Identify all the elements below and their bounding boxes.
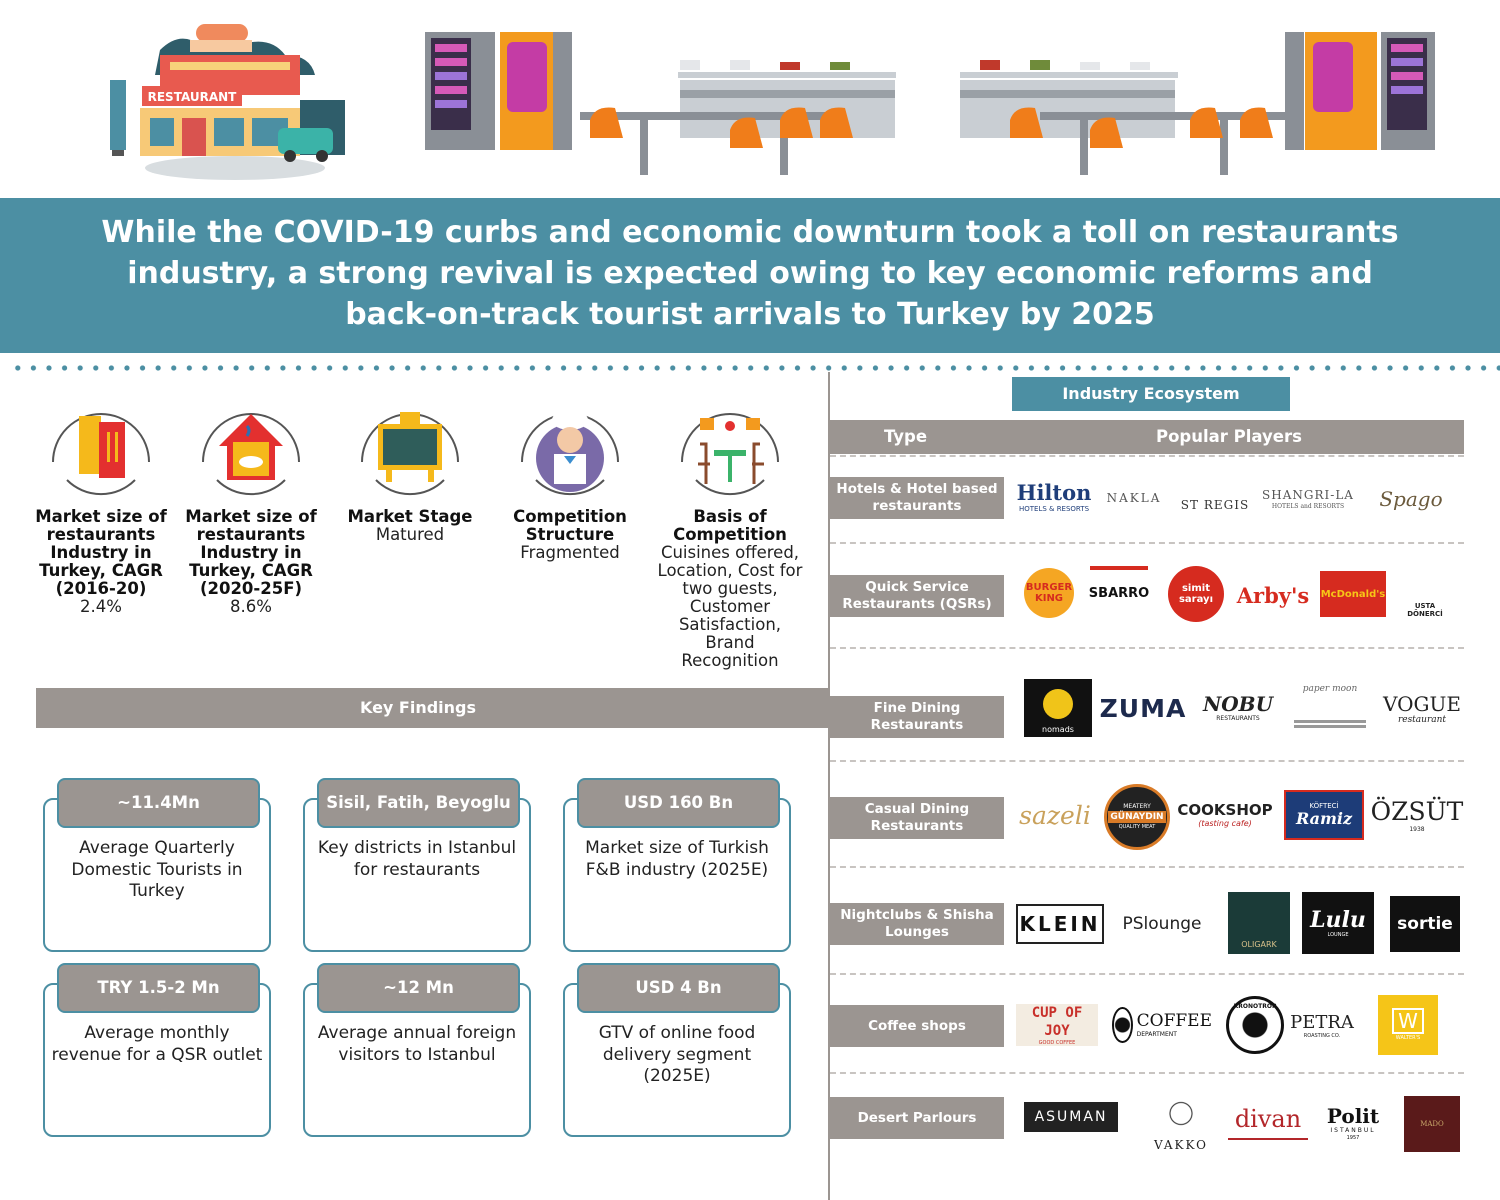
metric-value: Cuisines offered, Location, Cost for two guests, Customer Satisfaction, Brand Recognition — [657, 543, 803, 670]
walters-logo: W WALTER'S — [1378, 995, 1438, 1055]
column-popular-players: Popular Players — [1156, 427, 1302, 446]
metric-value: 8.6% — [230, 597, 272, 616]
vakko-logo: VAKKO — [1144, 1096, 1218, 1152]
asuman-logo: ASUMAN — [1024, 1102, 1118, 1132]
finding-description: Average annual foreign visitors to Istanbul — [317, 1023, 517, 1065]
ecosystem-title: Industry Ecosystem — [1012, 377, 1290, 411]
finding-description: Market size of Turkish F&B industry (2025E) — [585, 838, 769, 880]
metric-title: Market size of restaurants Industry in Turkey, CAGR (2020-25F) — [185, 507, 317, 598]
headline-line-3: back-on-track tourist arrivals to Turkey by 2025 — [345, 297, 1155, 332]
metric-basis-of-competition — [655, 400, 805, 670]
headline-line-2: industry, a strong revival is expected owing to key economic reforms and — [127, 256, 1373, 291]
st-regis-logo: ST REGIS — [1180, 498, 1250, 512]
ecosystem-table-header — [830, 420, 1464, 454]
type-nightclubs: Nightclubs & Shisha Lounges — [830, 903, 1004, 945]
dining-table-icon — [676, 400, 784, 498]
finding-card — [303, 793, 531, 952]
house-cup-icon — [197, 400, 305, 498]
finding-headline: USD 4 Bn — [577, 963, 780, 1013]
nomads-logo: nomads — [1024, 679, 1092, 737]
menu-icon — [47, 400, 155, 498]
finding-description: Average monthly revenue for a QSR outlet — [51, 1023, 263, 1065]
row-separator — [830, 973, 1464, 975]
board-icon — [356, 400, 464, 498]
coffee-department-logo: COFFEE DEPARTMENT — [1112, 1000, 1212, 1050]
finding-description: GTV of online food delivery segment (2025E) — [598, 1023, 756, 1086]
row-separator — [830, 647, 1464, 649]
type-fine-dining: Fine Dining Restaurants — [830, 696, 1004, 738]
dotted-divider — [10, 364, 1500, 372]
metric-competition-structure — [495, 400, 645, 562]
simit-sarayi-logo: simit sarayı — [1168, 566, 1224, 622]
finding-description: Key districts in Istanbul for restaurants — [317, 838, 517, 880]
metric-value: 2.4% — [80, 597, 122, 616]
finding-headline: TRY 1.5-2 Mn — [57, 963, 260, 1013]
row-separator — [830, 542, 1464, 544]
metric-title: Basis of Competition — [673, 507, 787, 544]
klein-logo: KLEIN — [1016, 904, 1104, 944]
key-findings-title: Key Findings — [359, 698, 477, 717]
gunaydin-logo: MEATERY GÜNAYDIN QUALITY MEAT — [1104, 784, 1170, 850]
finding-headline: Sisil, Fatih, Beyoglu — [317, 778, 520, 828]
dining-counter-right-illustration — [960, 50, 1290, 185]
key-findings-header — [36, 688, 830, 728]
kronotrop-logo: KRONOTROP — [1226, 996, 1284, 1054]
nakla-logo: NAKLA — [1106, 491, 1162, 505]
sbarro-logo: SBARRO — [1090, 566, 1148, 616]
metric-value: Matured — [375, 525, 445, 544]
restaurant-sign: RESTAURANT — [147, 90, 237, 104]
arbys-logo: Arby's — [1236, 582, 1310, 608]
row-separator — [830, 760, 1464, 762]
metric-value: Fragmented — [520, 543, 620, 562]
vogue-logo: VOGUE restaurant — [1383, 692, 1461, 725]
paper-moon-logo: paper moon — [1294, 684, 1366, 728]
shangri-la-logo: SHANGRI-LA HOTELS and RESORTS — [1262, 488, 1354, 510]
hero-illustration — [0, 0, 1500, 198]
nobu-logo: NOBU RESTAURANTS — [1202, 692, 1274, 722]
oligark-logo: OLIGARK — [1228, 892, 1290, 954]
finding-card — [303, 978, 531, 1137]
type-qsr: Quick Service Restaurants (QSRs) — [830, 575, 1004, 617]
chef-icon — [516, 400, 624, 498]
metric-title: Market Stage — [347, 507, 473, 526]
metric-market-stage — [335, 400, 485, 544]
metric-cagr-2020-25 — [176, 400, 326, 616]
type-hotels: Hotels & Hotel based restaurants — [830, 477, 1004, 519]
ramiz-logo: KÖFTECİ Ramiz — [1284, 790, 1364, 840]
row-separator — [830, 866, 1464, 868]
type-desert-parlours: Desert Parlours — [830, 1097, 1004, 1139]
finding-card — [563, 793, 791, 952]
finding-description: Average Quarterly Domestic Tourists in Turkey — [71, 838, 243, 901]
column-type: Type — [884, 427, 928, 446]
usta-donerci-logo: USTA DÖNERCİ — [1407, 602, 1443, 618]
finding-card — [43, 793, 271, 952]
finding-card — [43, 978, 271, 1137]
petra-logo: PETRA ROASTING CO. — [1290, 1011, 1354, 1039]
vending-machines-right-illustration — [1285, 32, 1435, 152]
metric-title: Competition Structure — [513, 507, 627, 544]
finding-headline: USD 160 Bn — [577, 778, 780, 828]
hilton-logo: Hilton HOTELS & RESORTS — [1016, 479, 1092, 513]
mado-logo: MADO — [1404, 1096, 1460, 1152]
coffee-bean-icon — [1112, 1007, 1133, 1043]
row-separator — [830, 455, 1464, 457]
burger-king-logo: BURGER KING — [1024, 568, 1074, 618]
type-coffee-shops: Coffee shops — [830, 1005, 1004, 1047]
type-casual-dining: Casual Dining Restaurants — [830, 797, 1004, 839]
finding-headline: ~12 Mn — [317, 963, 520, 1013]
row-separator — [830, 1072, 1464, 1074]
nomads-moon-icon — [1043, 689, 1073, 719]
pslounge-logo: PSlounge — [1122, 914, 1202, 934]
sortie-logo: sortie — [1390, 896, 1460, 952]
polit-logo: Polit ISTANBUL 1957 — [1326, 1103, 1380, 1141]
metric-cagr-2016-20 — [26, 400, 176, 616]
zuma-logo: ZUMA — [1099, 693, 1187, 723]
dining-counter-left-illustration — [580, 50, 910, 185]
restaurant-building-illustration — [100, 20, 360, 185]
lulu-logo: Lulu LOUNGE — [1302, 892, 1374, 954]
cookshop-logo: COOKSHOP (tasting cafe) — [1177, 801, 1273, 828]
headline-banner — [0, 198, 1500, 353]
cup-of-joy-logo: CUP OF JOY GOOD COFFEE — [1016, 1004, 1098, 1046]
spago-logo: Spago — [1379, 487, 1443, 511]
sazeli-logo: sazeli — [1019, 800, 1091, 830]
ozsut-logo: ÖZSÜT 1938 — [1370, 797, 1464, 833]
headline-line-1: While the COVID-19 curbs and economic downturn took a toll on restaurants — [101, 215, 1399, 250]
divan-logo: divan — [1228, 1100, 1308, 1140]
finding-card — [563, 978, 791, 1137]
finding-headline: ~11.4Mn — [57, 778, 260, 828]
mcdonalds-logo: McDonald's — [1320, 571, 1386, 617]
metric-title: Market size of restaurants Industry in Turkey, CAGR (2016-20) — [35, 507, 167, 598]
vending-machines-left-illustration — [425, 32, 575, 152]
